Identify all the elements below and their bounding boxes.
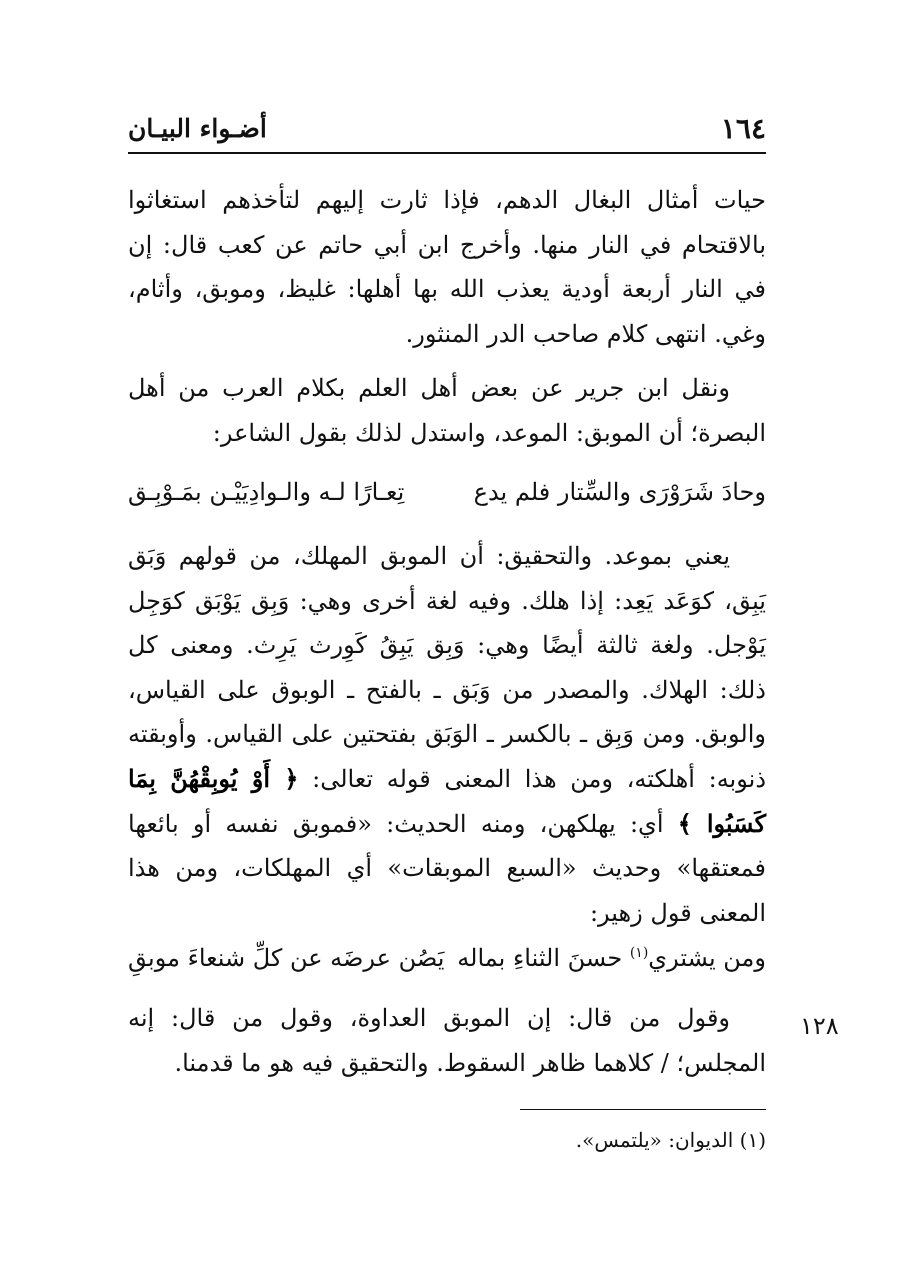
footnote-1: (١) الديوان: «يلتمس». [575, 1128, 766, 1152]
footnote-marker: (١) [629, 945, 649, 961]
paragraph-1: حيات أمثال البغال الدهم، فإذا ثارت إليهم لتأخذهم استغاثوا بالاقتحام في النار منها. وأخرج ابن أبي حاتم عن كعب قال: إن في النار أربعة أودية يعذب الله بها أهلها: غليظ، وموبق، وأثام، وغي. انتهى كلام صاحب الدر المنثور. [128, 186, 766, 348]
page-number: ١٦٤ [720, 112, 766, 145]
verse-1-first-hemistich: وحادَ شَرَوْرَى والسِّتار فلم يدع [473, 478, 766, 506]
verse-1-second-hemistich: تِعـارًا لـه والـوادِيَيْـن بمَـوْبِـق [128, 478, 405, 506]
paragraph-4: وقول من قال: إن الموبق العداوة، وقول من قال: إنه المجلس؛ / كلاهما ظاهر السقوط. والتحقيق فيه هو ما قدمنا. [128, 1004, 766, 1077]
quran-verse: ﴿ أَوْ يُوبِقْهُنَّ بِمَا كَسَبُوا ﴾ [128, 763, 766, 838]
verse-2-second-hemistich: يَصُن عرضَه عن كلِّ شنعاءَ موبقِ [128, 944, 445, 972]
paragraph-2: ونقل ابن جرير عن بعض أهل العلم بكلام العرب من أهل البصرة؛ أن الموبق: الموعد، واستدل لذلك بقول الشاعر: [128, 374, 766, 447]
verse-1 [128, 470, 766, 514]
verse-2-first-after: حسنَ الثناءِ بماله [457, 944, 623, 972]
verse-2-first-hemistich [457, 936, 766, 980]
paragraph-3-text-b: أي: يهلكهن، ومنه الحديث: «فموبق نفسه أو بائعها فمعتقها» وحديث «السبع الموبقات» أي المهلكات، ومن هذا المعنى قول زهير: [128, 809, 766, 927]
book-title: أضـواء البيـان [128, 114, 267, 143]
verse-2-first-before: ومن يشتري [648, 944, 766, 972]
paragraph-3 [128, 534, 766, 935]
margin-page-number: ١٢٨ [800, 1012, 839, 1040]
page-header [128, 112, 766, 154]
verse-2 [128, 936, 766, 980]
paragraph-3-text-a: يعني بموعد. والتحقيق: أن الموبق المهلك، من قولهم وَبَق يَبِق، كوَعَد يَعِد: إذا هلك. وفيه لغة أخرى وهي: وَبِق يَوْبَق كوَجِل يَوْجل. ولغة ثالثة أيضًا وهي: وَبِق يَبِقُ كَوِرث يَرِث. ومعنى كل ذلك: الهلاك. والمصدر من وَبَق ـ بالفتح ـ الوبوق على القياس، والوبق. ومن وَبِق ـ بالكسر ـ الوَبَق بفتحتين على القياس. وأوبقته ذنوبه: أهلكته، ومن هذا المعنى قوله تعالى: [128, 542, 767, 793]
footnote-divider [520, 1109, 766, 1110]
